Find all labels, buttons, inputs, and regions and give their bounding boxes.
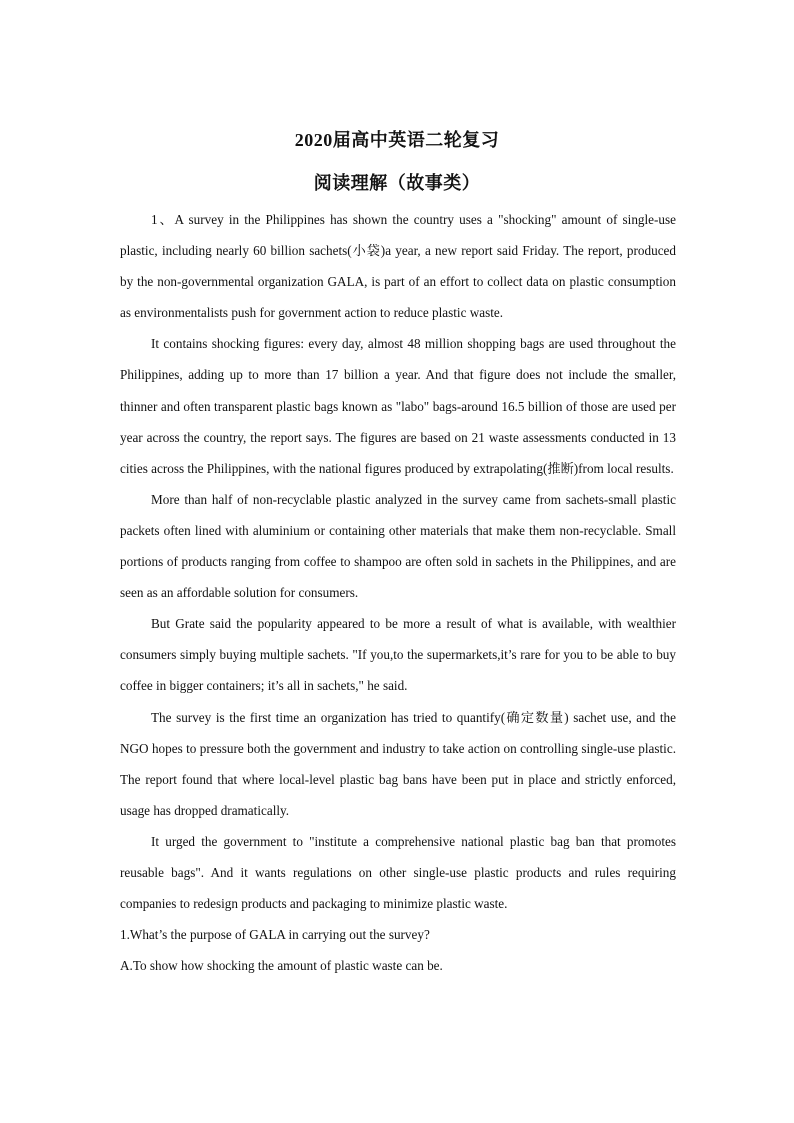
paragraph-2: It contains shocking figures: every day, almost 48 million shopping bags are used throughout the Philippines, adding up to more than 17 billion a year. And that figure does not include the smaller, thinner and often transparent plastic bags known as "labo" bags-around 16.5 billion of those are used per year across the country, the report says. The figures are based on 21 waste assessments conducted in 13 cities across the Philippines, with the national figures produced by extrapolating(推断)from local results. [120,336,676,476]
passage-body [120,204,676,981]
paragraph-3: More than half of non-recyclable plastic analyzed in the survey came from sachets-small plastic packets often lined with aluminium or containing other materials that make them non-recyclable. Small portions of products ranging from coffee to shampoo are often sold in sachets in the Philippines, and are seen as an affordable solution for consumers. [120,491,676,601]
paragraph-5: The survey is the first time an organization has tried to quantify(确定数量) sachet use, and the NGO hopes to pressure both the government and industry to take action on controlling single-use plastic. The report found that where local-level plastic bag bans have been put in place and strictly enforced, usage has dropped dramatically. [120,709,676,818]
document-title: 2020届高中英语二轮复习 [294,130,500,150]
paragraph-1: 1、A survey in the Philippines has shown the country uses a "shocking" amount of single-use plastic, including nearly 60 billion sachets(小袋)a year, a new report said Friday. The report, produced by the non-governmental organization GALA, is part of an effort to collect data on plastic consumption as environmentalists push for government action to reduce plastic waste. [120,212,676,321]
document-subtitle: 阅读理解（故事类） [313,173,481,193]
question-1-option-a: A.To show how shocking the amount of plastic waste can be. [120,958,443,974]
paragraph-6: It urged the government to "institute a comprehensive national plastic bag ban that promotes reusable bags". And it wants regulations on other single-use plastic products and rules requiring companies to redesign products and packaging to minimize plastic waste. [120,833,676,912]
question-1: 1.What’s the purpose of GALA in carrying out the survey? [120,927,430,943]
paragraph-4: But Grate said the popularity appeared to be more a result of what is available, with wealthier consumers simply buying multiple sachets. "If you,to the supermarkets,it’s rare for you to be able to buy coffee in bigger containers; it’s all in sachets," he said. [120,616,676,694]
